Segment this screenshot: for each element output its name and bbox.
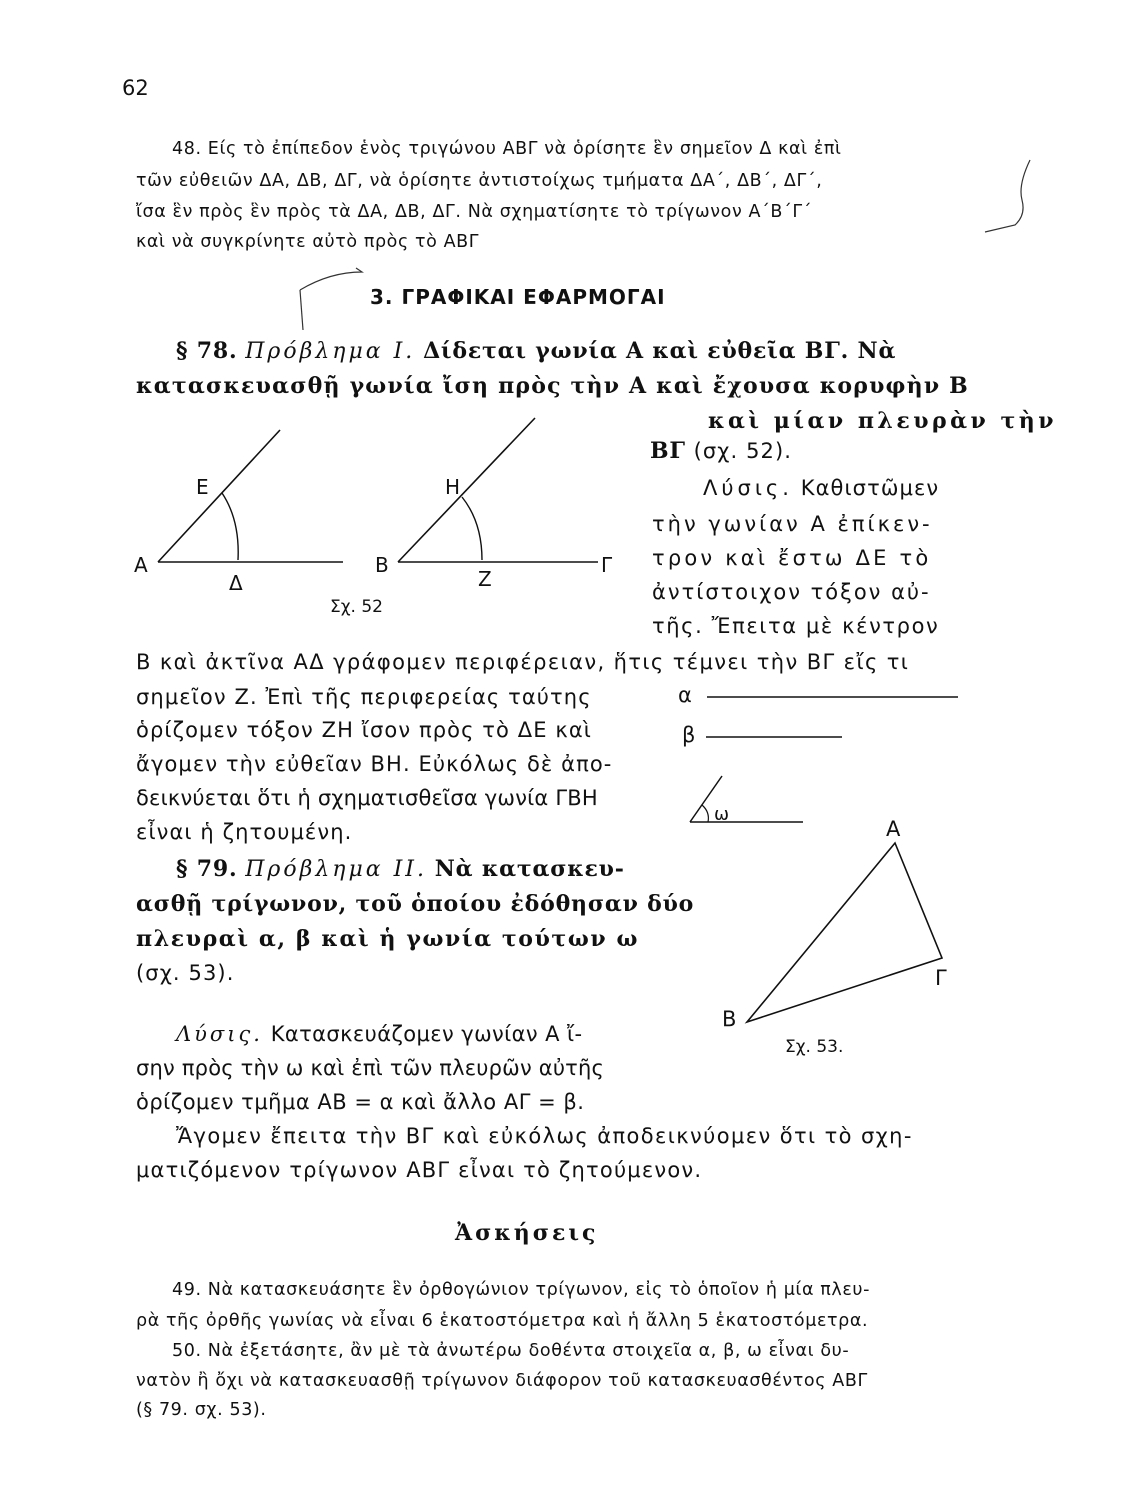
- fig53-triangle: [747, 843, 942, 1022]
- problem-79-sol3: ὁρίζομεν τμῆμα ΑΒ = α καὶ ἄλλο ΑΓ = β.: [136, 1090, 585, 1114]
- fig53-label-a: Α: [886, 817, 901, 841]
- pencil-bracket-stem: [300, 290, 303, 330]
- exercise-48-line4: καὶ νὰ συγκρίνητε αὐτὸ πρὸς τὸ ΑΒΓ: [136, 232, 480, 252]
- pencil-bracket: [300, 268, 362, 290]
- fig52-label-z: Ζ: [478, 567, 492, 591]
- problem-79-label: Πρόβλημα II.: [245, 857, 427, 882]
- problem-78-line2: κατασκευασθῇ γωνία ἴση πρὸς τὴν Α καὶ ἔχουσα κορυφὴν Β: [136, 373, 969, 399]
- exercise-48-line1: 48. Είς τὸ ἐπίπεδον ἑνὸς τριγώνου ΑΒΓ νὰ ὁρίσητε ἓν σημεῖον Δ καὶ ἐπὶ: [172, 139, 842, 159]
- exercises-title: Ἀσκήσεις: [455, 1220, 599, 1246]
- problem-78-left1: σημεῖον Ζ. Ἐπὶ τῆς περιφερείας ταύτης: [136, 685, 592, 709]
- problem-78-line4-rest: (σχ. 52).: [693, 439, 793, 463]
- fig53-label-omega: ω: [714, 804, 730, 825]
- problem-78-full1: Β καὶ ἀκτῖνα ΑΔ γράφομεν περιφέρειαν, ἥτις τέμνει τὴν ΒΓ εἴς τι: [136, 650, 910, 674]
- fig52-arc-de: [222, 493, 238, 560]
- problem-78-line4-bold: ΒΓ: [650, 438, 686, 464]
- exercise-50-line2: νατὸν ἢ ὄχι νὰ κατασκευασθῇ τρίγωνον διάφορον τοῦ κατασκευασθέντος ΑΒΓ: [136, 1371, 868, 1391]
- exercise-50-line1: 50. Νὰ ἐξετάσητε, ἂν μὲ τὰ ἀνωτέρω δοθέντα στοιχεῖα α, β, ω εἶναι δυ-: [172, 1341, 850, 1361]
- problem-79-sol2: σην πρὸς τὴν ω καὶ ἐπὶ τῶν πλευρῶν αὐτῆς: [136, 1056, 605, 1080]
- fig52-angle-a-side: [158, 430, 280, 562]
- exercise-48-line3: ἴσα ἓν πρὸς ἓν πρὸς τὰ ΔΑ, ΔΒ, ΔΓ. Νὰ σχηματίσητε τὸ τρίγωνον Α΄Β΄Γ΄: [136, 202, 813, 222]
- problem-79-sol1: Κατασκευάζομεν γωνίαν Α ἴ-: [270, 1022, 583, 1046]
- problem-78-solution-label: Λύσις.: [703, 476, 793, 500]
- problem-78-left3: ἄγομεν τὴν εὐθεῖαν ΒΗ. Εὐκόλως δὲ ἀπο-: [136, 752, 613, 776]
- problem-79-line2: ασθῇ τρίγωνον, τοῦ ὁποίου ἐδόθησαν δύο: [136, 891, 695, 917]
- fig53-label-g: Γ: [935, 966, 947, 990]
- problem-78-right5: τῆς. Ἔπειτα μὲ κέντρον: [652, 614, 940, 638]
- fig52-line-bh: [398, 418, 535, 562]
- problem-79-line3: πλευραὶ α, β καὶ ἡ γωνία τούτων ω: [136, 926, 640, 952]
- section-title: 3. ΓΡΑΦΙΚΑΙ ΕΦΑΡΜΟΓΑΙ: [370, 285, 666, 309]
- problem-78-number: § 78.: [176, 338, 238, 364]
- problem-79-full2: ματιζόμενον τρίγωνον ΑΒΓ εἶναι τὸ ζητούμενον.: [136, 1158, 703, 1182]
- problem-78-left2: ὁρίζομεν τόξον ΖΗ ἴσον πρὸς τὸ ΔΕ καὶ: [136, 718, 592, 742]
- problem-78-line3: καὶ μίαν πλευρὰν τὴν: [708, 408, 1058, 434]
- exercise-48-line2: τῶν εὐθειῶν ΔΑ, ΔΒ, ΔΓ, νὰ ὁρίσητε ἀντιστοίχως τμήματα ΔΑ΄, ΔΒ΄, ΔΓ΄,: [136, 171, 823, 191]
- problem-79-line4: (σχ. 53).: [136, 961, 235, 985]
- exercise-49-line1: 49. Νὰ κατασκευάσητε ἓν ὀρθογώνιον τρίγωνον, εἰς τὸ ὁποῖον ἡ μία πλευ-: [172, 1280, 871, 1300]
- fig52-label-g: Γ: [601, 553, 613, 577]
- page-number: 62: [122, 76, 149, 100]
- problem-78-left4: δεικνύεται ὅτι ἡ σχηματισθεῖσα γωνία ΓΒΗ: [136, 786, 598, 810]
- fig52-caption: Σχ. 52: [330, 597, 384, 617]
- fig53-label-beta: β: [682, 723, 696, 747]
- problem-79-full1: Ἄγομεν ἔπειτα τὴν ΒΓ καὶ εὐκόλως ἀποδεικνύομεν ὅτι τὸ σχη-: [176, 1124, 913, 1148]
- fig52-label-a: Α: [134, 553, 148, 577]
- fig53-caption: Σχ. 53.: [785, 1037, 844, 1057]
- problem-78-right1: Καθιστῶμεν: [800, 476, 940, 500]
- exercise-50-line3: (§ 79. σχ. 53).: [136, 1400, 267, 1420]
- problem-79-line1: Νὰ κατασκευ-: [434, 856, 625, 882]
- fig53-omega-arc: [702, 805, 708, 822]
- pencil-mark: [985, 160, 1030, 232]
- problem-78-line1: Δίδεται γωνία Α καὶ εὐθεῖα ΒΓ. Νὰ: [423, 338, 897, 364]
- problem-79-number: § 79.: [176, 856, 238, 882]
- figure-53: [678, 683, 958, 1057]
- fig52-arc-zh: [462, 497, 482, 560]
- fig52-label-delta: Δ: [229, 571, 243, 595]
- fig52-label-h: Η: [445, 475, 461, 499]
- problem-78-left5: εἶναι ἡ ζητουμένη.: [136, 820, 353, 844]
- problem-78-right3: τρον καὶ ἔστω ΔΕ τὸ: [652, 546, 932, 570]
- fig53-label-b: Β: [722, 1007, 737, 1031]
- problem-79-solution-label: Λύσις.: [176, 1022, 263, 1046]
- problem-78-right4: ἀντίστοιχον τόξον αὐ-: [652, 580, 931, 604]
- problem-78-right2: τὴν γωνίαν Α ἐπίκεν-: [652, 512, 933, 536]
- fig53-label-alpha: α: [678, 683, 692, 707]
- fig52-label-e: Ε: [196, 475, 209, 499]
- problem-78-label: Πρόβλημα I.: [245, 339, 416, 364]
- figure-52: [134, 418, 613, 617]
- exercise-49-line2: ρὰ τῆς ὀρθῆς γωνίας νὰ εἶναι 6 ἑκατοστόμετρα καὶ ἡ ἄλλη 5 ἑκατοστόμετρα.: [136, 1311, 869, 1331]
- fig52-label-b: Β: [375, 553, 389, 577]
